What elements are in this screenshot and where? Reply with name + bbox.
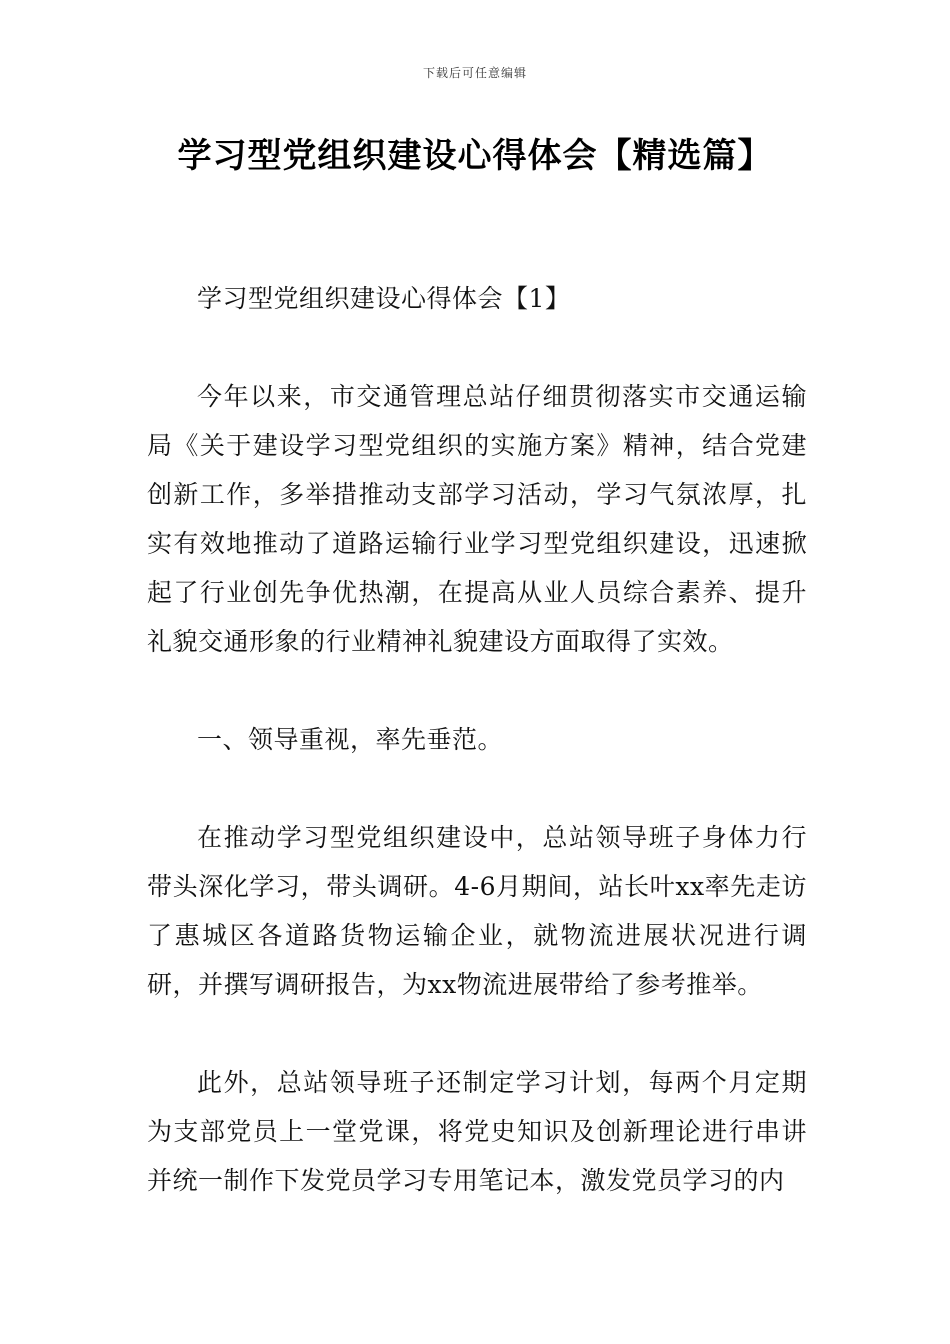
page-header-note: 下载后可任意编辑 bbox=[422, 66, 527, 80]
paragraph-leadership: 在推动学习型党组织建设中，总站领导班子身体力行带头深化学习，带头调研。4-6月期间，站长叶xx率先走访了惠城区各道路货物运输企业，就物流进展状况进行调研，并撰写调研报告，为xx物流进展带给了参考推举。 bbox=[147, 823, 807, 999]
section-heading-1: 学习型党组织建设心得体会【1】 bbox=[197, 284, 571, 313]
paragraph-intro: 今年以来，市交通管理总站仔细贯彻落实市交通运输局《关于建设学习型党组织的实施方案》精神，结合党建创新工作，多举措推动支部学习活动，学习气氛浓厚，扎实有效地推动了道路运输行业学习型党组织建设，迅速掀起了行业创先争优热潮，在提高从业人员综合素养、提升礼貌交通形象的行业精神礼貌建设方面取得了实效。 bbox=[147, 382, 807, 656]
document-body bbox=[147, 274, 807, 1205]
paragraph-study-plan: 此外，总站领导班子还制定学习计划，每两个月定期为支部党员上一堂党课，将党史知识及创新理论进行串讲并统一制作下发党员学习专用笔记本，激发党员学习的内 bbox=[147, 1068, 807, 1195]
subheading-leadership: 一、领导重视，率先垂范。 bbox=[197, 725, 504, 754]
document-title: 学习型党组织建设心得体会【精选篇】 bbox=[177, 136, 773, 176]
